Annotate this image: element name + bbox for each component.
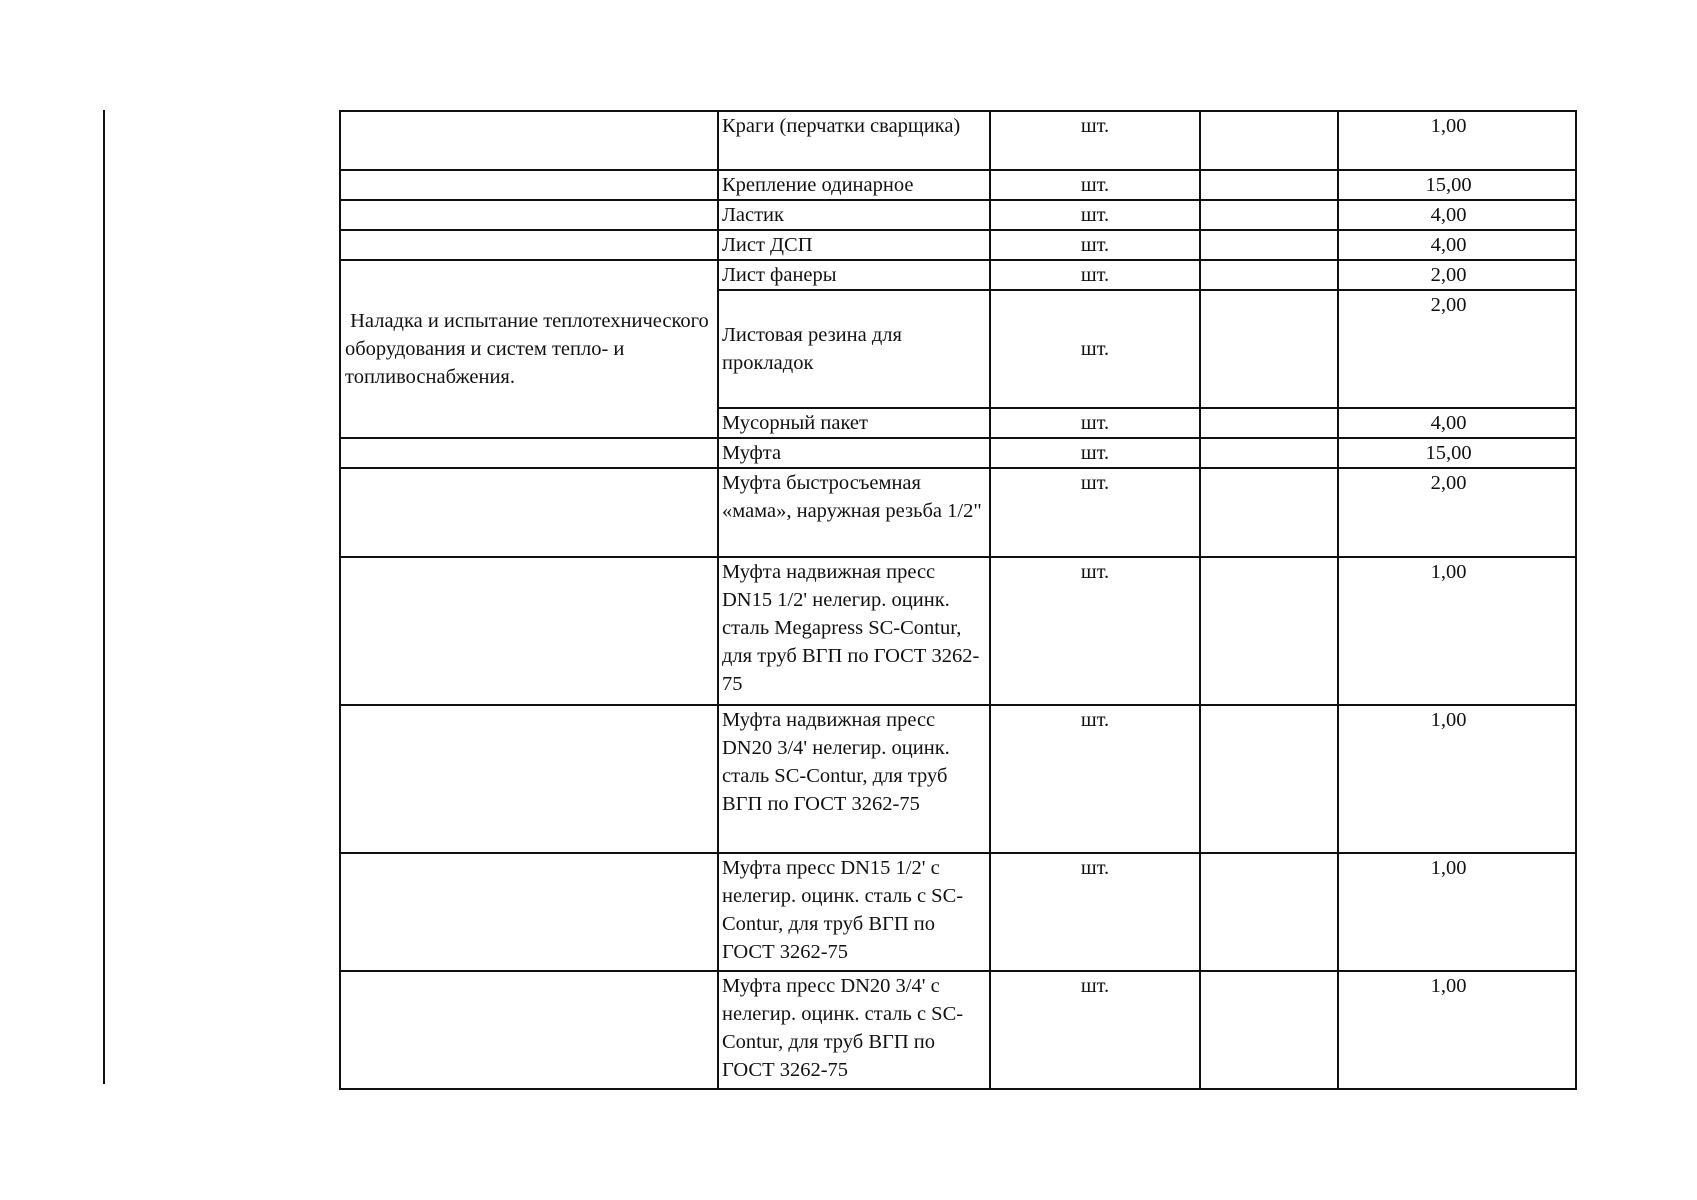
item-qty: 1,00	[1338, 853, 1576, 971]
item-unit: шт.	[990, 260, 1200, 290]
empty-cell	[1200, 111, 1338, 170]
empty-cell	[1200, 260, 1338, 290]
section-cell	[340, 971, 718, 1089]
item-name: Муфта пресс DN15 1/2' с нелегир. оцинк. сталь с SC-Contur, для труб ВГП по ГОСТ 3262-75	[718, 853, 990, 971]
table-row	[340, 111, 1576, 170]
item-qty: 1,00	[1338, 705, 1576, 853]
item-unit: шт.	[990, 971, 1200, 1089]
item-qty: 15,00	[1338, 170, 1576, 200]
item-qty: 1,00	[1338, 111, 1576, 170]
item-unit: шт.	[990, 230, 1200, 260]
item-qty: 15,00	[1338, 438, 1576, 468]
empty-cell	[1200, 557, 1338, 705]
section-cell	[340, 705, 718, 853]
item-name: Краги (перчатки сварщика)	[718, 111, 990, 170]
empty-cell	[1200, 230, 1338, 260]
item-qty: 4,00	[1338, 408, 1576, 438]
item-name: Крепление одинарное	[718, 170, 990, 200]
table-row	[340, 557, 1576, 705]
section-label-text: Наладка и испытание теплотехнического оборудования и систем тепло- и топливоснабжения.	[345, 310, 714, 388]
section-cell	[340, 557, 718, 705]
item-unit: шт.	[990, 170, 1200, 200]
empty-cell	[1200, 200, 1338, 230]
empty-cell	[1200, 170, 1338, 200]
section-cell	[340, 200, 718, 230]
empty-cell	[1200, 438, 1338, 468]
item-unit: шт.	[990, 200, 1200, 230]
item-name: Лист фанеры	[718, 260, 990, 290]
section-cell	[340, 111, 718, 170]
item-name: Листовая резина для прокладок	[718, 290, 990, 408]
empty-cell	[1200, 705, 1338, 853]
table-row	[340, 705, 1576, 853]
empty-cell	[1200, 853, 1338, 971]
table-row	[340, 853, 1576, 971]
item-name: Муфта надвижная пресс DN15 1/2' нелегир. оцинк. сталь Megapress SC-Contur, для труб ВГП по ГОСТ 3262-75	[718, 557, 990, 705]
item-name: Муфта	[718, 438, 990, 468]
section-cell	[340, 468, 718, 557]
item-unit: шт.	[990, 408, 1200, 438]
left-margin-line	[103, 110, 105, 1084]
item-name: Муфта быстросъемная «мама», наружная резьба 1/2"	[718, 468, 990, 557]
item-name: Ластик	[718, 200, 990, 230]
table-row	[340, 230, 1576, 260]
item-unit: шт.	[990, 705, 1200, 853]
empty-cell	[1200, 971, 1338, 1089]
section-cell	[340, 230, 718, 260]
item-name: Лист ДСП	[718, 230, 990, 260]
item-qty: 2,00	[1338, 290, 1576, 408]
table-row	[340, 170, 1576, 200]
item-unit: шт.	[990, 290, 1200, 408]
section-cell	[340, 853, 718, 971]
materials-table	[339, 110, 1577, 1090]
table-row	[340, 468, 1576, 557]
item-unit: шт.	[990, 557, 1200, 705]
empty-cell	[1200, 408, 1338, 438]
item-qty: 1,00	[1338, 557, 1576, 705]
table-row	[340, 260, 1576, 290]
item-unit: шт.	[990, 853, 1200, 971]
item-name: Муфта надвижная пресс DN20 3/4' нелегир. оцинк. сталь SC-Contur, для труб ВГП по ГОСТ 3262-75	[718, 705, 990, 853]
item-qty: 1,00	[1338, 971, 1576, 1089]
section-label	[340, 260, 718, 438]
empty-cell	[1200, 290, 1338, 408]
table-row	[340, 971, 1576, 1089]
item-qty: 2,00	[1338, 468, 1576, 557]
table-row	[340, 438, 1576, 468]
item-qty: 4,00	[1338, 230, 1576, 260]
item-name: Муфта пресс DN20 3/4' с нелегир. оцинк. сталь с SC-Contur, для труб ВГП по ГОСТ 3262-75	[718, 971, 990, 1089]
item-unit: шт.	[990, 468, 1200, 557]
item-qty: 4,00	[1338, 200, 1576, 230]
item-unit: шт.	[990, 438, 1200, 468]
section-cell	[340, 170, 718, 200]
item-qty: 2,00	[1338, 260, 1576, 290]
section-cell	[340, 438, 718, 468]
item-unit: шт.	[990, 111, 1200, 170]
table-row	[340, 200, 1576, 230]
empty-cell	[1200, 468, 1338, 557]
item-name: Мусорный пакет	[718, 408, 990, 438]
